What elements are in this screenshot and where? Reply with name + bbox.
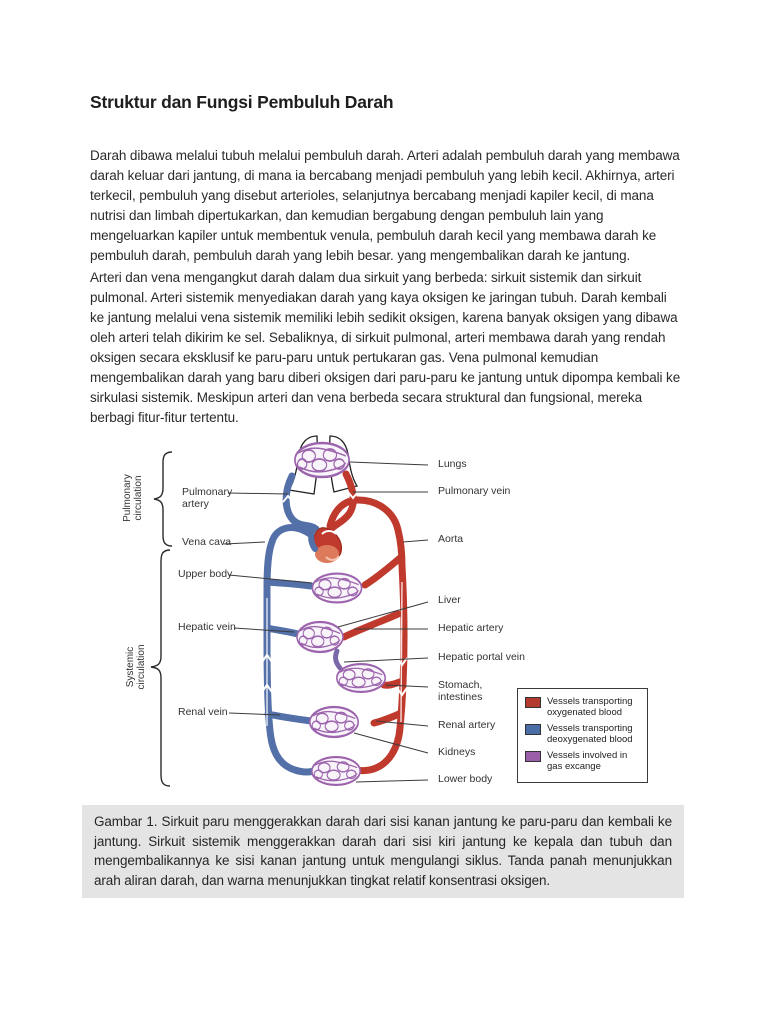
capillary-bed-stomach	[337, 664, 385, 692]
label-upper-body: Upper body	[178, 568, 233, 580]
figure-caption: Gambar 1. Sirkuit paru menggerakkan darah dari sisi kanan jantung ke paru-paru dan kembali ke jantung. Sirkuit sistemik menggerakkan darah dari sisi kiri jantung ke kepala dan tubuh dan mengembalikannya ke sisi kanan jantung untuk mengulangi siklus. Tanda panah menunjukkan arah aliran darah, dan warna menunjukkan tingkat relatif konsentrasi oksigen.	[82, 805, 684, 898]
label-renal-artery: Renal artery	[438, 719, 496, 731]
legend-item-deoxygenated: Vessels transporting deoxygenated blood	[525, 723, 641, 745]
label-kidneys: Kidneys	[438, 746, 476, 758]
paragraph-2: Arteri dan vena mengangkut darah dalam dua sirkuit yang berbeda: sirkuit sistemik dan sirkuit pulmonal. Arteri sistemik menyediakan darah yang kaya oksigen ke jaringan tubuh. Darah kembali ke jantung melalui vena sistemik memiliki lebih sedikit oksigen, karena banyak oksigen yang dibawa oleh arteri telah dikirim ke sel. Sebaliknya, di sirkuit pulmonal, arteri membawa darah yang rendah oksigen secara eksklusif ke paru-paru untuk pertukaran gas. Vena pulmonal kemudian mengembalikan darah yang baru diberi oksigen dari paru-paru ke jantung untuk dipompa kembali ke sirkulasi sistemik. Meskipun arteri dan vena berbeda secara struktural dan fungsional, mereka berbagi fitur-fitur tertentu.	[90, 270, 681, 425]
label-lungs: Lungs	[438, 458, 467, 470]
capillary-bed-liver	[297, 622, 343, 652]
heart	[311, 528, 341, 563]
label-hepatic-artery: Hepatic artery	[438, 622, 504, 634]
diagram-legend	[517, 688, 648, 783]
paragraph-1: Darah dibawa melalui tubuh melalui pembuluh darah. Arteri adalah pembuluh darah yang membawa darah keluar dari jantung, di mana ia bercabang menjadi pembuluh yang lebih kecil. Akhirnya, arteri terkecil, pembuluh yang disebut arterioles, selanjutnya bercabang menjadi kapiler kecil, di mana nutrisi dan limbah dipertukarkan, dan kemudian bergabung dengan pembuluh lain yang mengeluarkan kapiler untuk membentuk venula, pembuluh darah kecil yang membawa darah ke pembuluh darah, pembuluh darah yang lebih besar. yang mengembalikan darah ke jantung.	[90, 148, 680, 263]
page-title: Struktur dan Fungsi Pembuluh Darah	[90, 92, 394, 112]
circulation-figure	[90, 430, 660, 800]
systemic-circulation-label: Systemic circulation	[125, 644, 147, 690]
capillary-bed-lower-body	[312, 757, 360, 785]
legend-item-gas-exchange: Vessels involved in gas excange	[525, 750, 641, 772]
capillary-bed-kidneys	[310, 707, 358, 737]
legend-swatch-oxygenated	[525, 697, 541, 708]
legend-swatch-gas-exchange	[525, 751, 541, 762]
capillary-bed-upper-body	[312, 574, 361, 603]
capillary-bed-lungs	[295, 443, 349, 477]
label-aorta: Aorta	[438, 533, 464, 545]
label-pulmonary-artery: Pulmonary artery	[182, 486, 233, 510]
label-hepatic-vein: Hepatic vein	[178, 621, 236, 633]
capillary-beds	[295, 443, 385, 785]
bracket-pulmonary	[154, 452, 172, 546]
circulation-brackets	[151, 452, 172, 786]
legend-item-oxygenated: Vessels transporting oxygenated blood	[525, 696, 641, 718]
label-stomach-intestines: Stomach, intestines	[438, 679, 483, 703]
pulmonary-circulation-label: Pulmonary circulation	[122, 474, 144, 522]
label-lower-body: Lower body	[438, 773, 493, 785]
label-liver: Liver	[438, 594, 461, 606]
label-vena-cava: Vena cava	[182, 536, 232, 548]
label-hepatic-portal-vein: Hepatic portal vein	[438, 651, 525, 663]
legend-swatch-deoxygenated	[525, 724, 541, 735]
label-renal-vein: Renal vein	[178, 706, 228, 718]
hepatic-portal-vein-vessel	[336, 651, 340, 668]
label-pulmonary-vein: Pulmonary vein	[438, 485, 511, 497]
bracket-systemic	[151, 550, 170, 786]
